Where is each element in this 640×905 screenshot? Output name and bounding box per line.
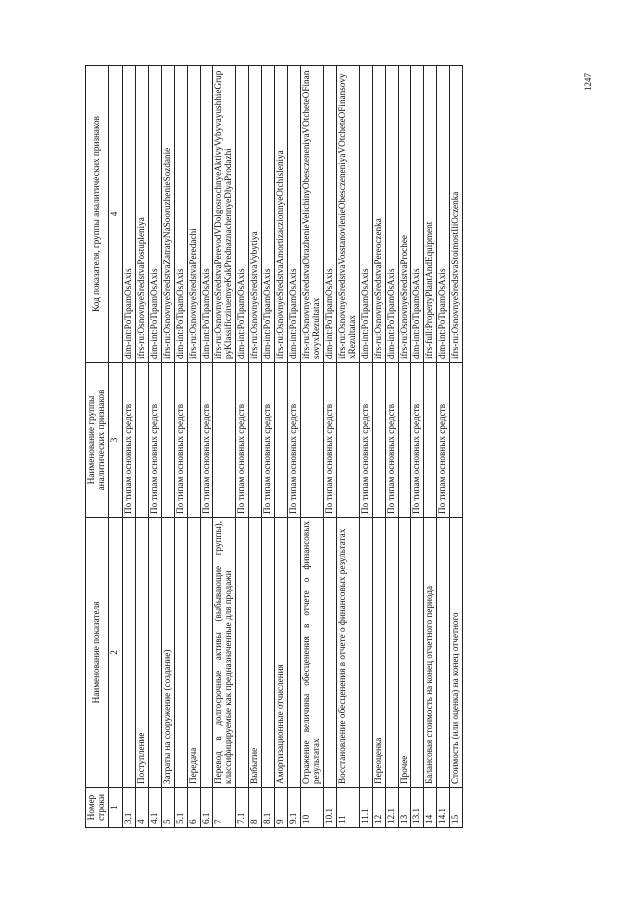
row-number-cell: 8: [249, 788, 262, 828]
code-cell: dim-int:PoTipamOsAxis: [323, 66, 336, 363]
table-row: [398, 66, 411, 828]
table-header-row: [86, 66, 109, 828]
group-name-cell: По типам основных средств: [385, 363, 398, 518]
group-name-cell: По типам основных средств: [236, 363, 249, 518]
row-number-cell: 6: [187, 788, 200, 828]
table-row: [213, 66, 236, 828]
indicator-name-cell: [288, 518, 301, 788]
group-name-cell: [249, 363, 262, 518]
row-number-cell: 10: [301, 788, 324, 828]
table-row: [236, 66, 249, 828]
indicator-name-cell: Переоценка: [372, 518, 385, 788]
row-number-cell: 11.1: [359, 788, 372, 828]
group-name-cell: По типам основных средств: [437, 363, 450, 518]
group-name-cell: По типам основных средств: [174, 363, 187, 518]
indicator-name-cell: Перевод в долгосрочные активы (выбывающие группы), классифицируемые как предназначенные для продажи: [213, 518, 236, 788]
row-number-cell: 5: [161, 788, 174, 828]
table-row: [161, 66, 174, 828]
row-number-cell: 14: [424, 788, 437, 828]
header-code: Код показателя, группы аналитических признаков: [86, 66, 109, 363]
row-number-cell: 12.1: [385, 788, 398, 828]
table-row: [249, 66, 262, 828]
group-name-cell: [336, 363, 359, 518]
indicator-name-cell: [262, 518, 275, 788]
table-row: [372, 66, 385, 828]
column-index-row: [108, 66, 122, 828]
group-name-cell: [135, 363, 148, 518]
group-name-cell: По типам основных средств: [262, 363, 275, 518]
indicator-name-cell: Балансовая стоимость на конец отчетного периода: [424, 518, 437, 788]
table-row: [122, 66, 135, 828]
row-number-cell: 13.1: [411, 788, 424, 828]
table-row: [424, 66, 437, 828]
group-name-cell: [275, 363, 288, 518]
indicator-name-cell: [385, 518, 398, 788]
indicator-name-cell: Поступление: [135, 518, 148, 788]
code-cell: dim-int:PoTipamOsAxis: [148, 66, 161, 363]
table-row: [385, 66, 398, 828]
header-indicator-name: Наименование показателя: [86, 518, 109, 788]
indicator-name-cell: Передача: [187, 518, 200, 788]
code-cell: dim-int:PoTipamOsAxis: [411, 66, 424, 363]
table-row: [411, 66, 424, 828]
row-number-cell: 5.1: [174, 788, 187, 828]
table-row: [187, 66, 200, 828]
group-name-cell: [161, 363, 174, 518]
group-name-cell: [187, 363, 200, 518]
row-number-cell: 4: [135, 788, 148, 828]
group-name-cell: По типам основных средств: [200, 363, 213, 518]
code-cell: ifrs-ru:OsnovnyeSredstvaZatratyNaSooruzhenieSozdanie: [161, 66, 174, 363]
group-name-cell: По типам основных средств: [148, 363, 161, 518]
code-cell: ifrs-ru:OsnovnyeSredstvaPeredachi: [187, 66, 200, 363]
row-number-cell: 13: [398, 788, 411, 828]
indicator-name-cell: [148, 518, 161, 788]
table-row: [437, 66, 450, 828]
rotated-table-container: [85, 66, 575, 828]
table-body: [122, 66, 462, 828]
group-name-cell: По типам основных средств: [411, 363, 424, 518]
indicator-name-cell: [437, 518, 450, 788]
code-cell: dim-int:PoTipamOsAxis: [236, 66, 249, 363]
table-row: [336, 66, 359, 828]
code-cell: ifrs-ru:OsnovnyeSredstvaVosstanovlenieObesczeneniyaVOtcheteOFinansovyxRezultatax: [336, 66, 359, 363]
indicator-name-cell: Отражение величины обесценения в отчете о финансовых результатах: [301, 518, 324, 788]
group-name-cell: [450, 363, 463, 518]
table-row: [323, 66, 336, 828]
code-cell: ifrs-ru:OsnovnyeSredstvaOtrazhenieVelichinyObesczeneniyaVOtcheteOFinansovyxRezultatax: [301, 66, 324, 363]
table-row: [262, 66, 275, 828]
code-cell: ifrs-full:PropertyPlantAndEquipment: [424, 66, 437, 363]
row-number-cell: 9: [275, 788, 288, 828]
code-cell: dim-int:PoTipamOsAxis: [437, 66, 450, 363]
indicator-name-cell: [323, 518, 336, 788]
header-row-number: Номер строки: [86, 788, 109, 828]
table-row: [359, 66, 372, 828]
group-name-cell: По типам основных средств: [288, 363, 301, 518]
indicator-name-cell: [411, 518, 424, 788]
code-cell: ifrs-ru:OsnovnyeSredstvaPereoczenka: [372, 66, 385, 363]
header-group-name: Наименование группы аналитических признаков: [86, 363, 109, 518]
group-name-cell: По типам основных средств: [323, 363, 336, 518]
group-name-cell: [398, 363, 411, 518]
indicators-table: [85, 65, 463, 828]
code-cell: ifrs-ru:OsnovnyeSredstvaProchee: [398, 66, 411, 363]
code-cell: ifrs-ru:OsnovnyeSredstvaStoimostIliOczenka: [450, 66, 463, 363]
col-index-3: 3: [108, 363, 122, 518]
group-name-cell: По типам основных средств: [122, 363, 135, 518]
code-cell: dim-int:PoTipamOsAxis: [174, 66, 187, 363]
code-cell: dim-int:PoTipamOsAxis: [359, 66, 372, 363]
indicator-name-cell: Затраты на сооружение (создание): [161, 518, 174, 788]
code-cell: dim-int:PoTipamOsAxis: [200, 66, 213, 363]
indicator-name-cell: Восстановление обесценения в отчете о финансовых результатах: [336, 518, 359, 788]
group-name-cell: [372, 363, 385, 518]
indicator-name-cell: Выбытие: [249, 518, 262, 788]
code-cell: dim-int:PoTipamOsAxis: [262, 66, 275, 363]
group-name-cell: [301, 363, 324, 518]
table-row: [450, 66, 463, 828]
code-cell: ifrs-ru:OsnovnyeSredstvaAmortizaczionnyeOtchisleniya: [275, 66, 288, 363]
row-number-cell: 3.1: [122, 788, 135, 828]
row-number-cell: 4.1: [148, 788, 161, 828]
row-number-cell: 7: [213, 788, 236, 828]
row-number-cell: 9.1: [288, 788, 301, 828]
code-cell: dim-int:PoTipamOsAxis: [288, 66, 301, 363]
code-cell: ifrs-ru:OsnovnyeSredstvaPerevodVDolgosrochnyeAktivyVybyvayushhieGruppyKlassificziruemyeKakPrednaznachennyeDlyaProdazhi: [213, 66, 236, 363]
row-number-cell: 12: [372, 788, 385, 828]
row-number-cell: 8.1: [262, 788, 275, 828]
code-cell: ifrs-ru:OsnovnyeSredstvaVybytiya: [249, 66, 262, 363]
row-number-cell: 10.1: [323, 788, 336, 828]
code-cell: dim-int:PoTipamOsAxis: [385, 66, 398, 363]
group-name-cell: [424, 363, 437, 518]
indicator-name-cell: [174, 518, 187, 788]
indicator-name-cell: [359, 518, 372, 788]
indicator-name-cell: Стоимость (или оценка) на конец отчетного: [450, 518, 463, 788]
indicator-name-cell: [122, 518, 135, 788]
table-row: [174, 66, 187, 828]
table-row: [275, 66, 288, 828]
col-index-4: 4: [108, 66, 122, 363]
table-row: [200, 66, 213, 828]
code-cell: ifrs-ru:OsnovnyeSredstvaPostupleniya: [135, 66, 148, 363]
indicator-name-cell: Прочее: [398, 518, 411, 788]
code-cell: dim-int:PoTipamOsAxis: [122, 66, 135, 363]
row-number-cell: 11: [336, 788, 359, 828]
table-row: [288, 66, 301, 828]
indicator-name-cell: [200, 518, 213, 788]
row-number-cell: 14.1: [437, 788, 450, 828]
row-number-cell: 6.1: [200, 788, 213, 828]
indicator-name-cell: Амортизационные отчисления: [275, 518, 288, 788]
page-number: 1247: [583, 73, 593, 91]
table-row: [148, 66, 161, 828]
group-name-cell: [213, 363, 236, 518]
row-number-cell: 15: [450, 788, 463, 828]
col-index-1: 1: [108, 788, 122, 828]
indicator-name-cell: [236, 518, 249, 788]
table-row: [301, 66, 324, 828]
group-name-cell: По типам основных средств: [359, 363, 372, 518]
col-index-2: 2: [108, 518, 122, 788]
table-row: [135, 66, 148, 828]
row-number-cell: 7.1: [236, 788, 249, 828]
